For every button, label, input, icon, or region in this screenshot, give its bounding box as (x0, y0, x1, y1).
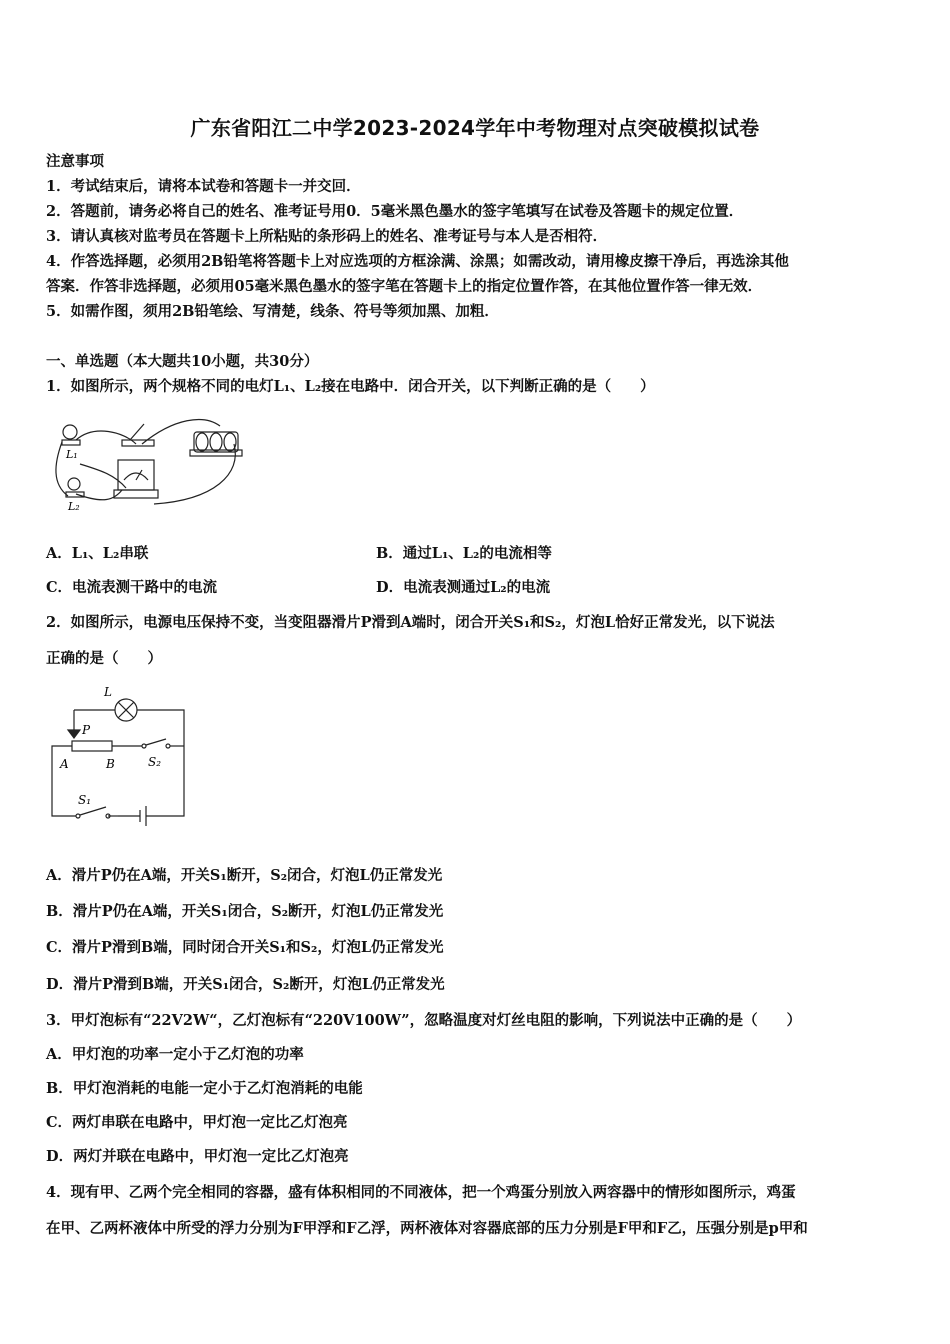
q2-option-d: D．滑片P滑到B端，开关S₁闭合，S₂断开，灯泡L仍正常发光 (46, 976, 445, 993)
q2-stem-line2: 正确的是（ ） (46, 650, 162, 667)
q2-label-s2: S₂ (148, 755, 162, 769)
notice-item-3: 3．请认真核对监考员在答题卡上所粘贴的条形码上的姓名、准考证号与本人是否相符． (46, 228, 608, 245)
q2-option-c: C．滑片P滑到B端，同时闭合开关S₁和S₂，灯泡L仍正常发光 (46, 939, 444, 956)
q2-circuit-figure (46, 682, 196, 832)
q4-stem-line2: 在甲、乙两杯液体中所受的浮力分别为F甲浮和F乙浮，两杯液体对容器底部的压力分别是F甲和F乙，压强分别是p甲和 (46, 1220, 808, 1237)
q4-stem-line1: 4．现有甲、乙两个完全相同的容器，盛有体积相同的不同液体，把一个鸡蛋分别放入两容器中的情形如图所示，鸡蛋 (46, 1184, 796, 1201)
q3-option-c: C．两灯串联在电路中，甲灯泡一定比乙灯泡亮 (46, 1114, 348, 1131)
q1-option-a: A．L₁、L₂串联 (46, 545, 149, 562)
notice-item-4-cont: 答案．作答非选择题，必须用05毫米黑色墨水的签字笔在答题卡上的指定位置作答，在其他位置作答一律无效． (46, 278, 763, 295)
notice-item-5: 5．如需作图，须用2B铅笔绘、写清楚，线条、符号等须加黑、加粗． (46, 303, 499, 320)
notice-item-4: 4．作答选择题，必须用2B铅笔将答题卡上对应选项的方框涂满、涂黑；如需改动，请用橡皮擦干净后，再选涂其他 (46, 253, 789, 270)
q2-option-b: B．滑片P仍在A端，开关S₁闭合，S₂断开，灯泡L仍正常发光 (46, 903, 444, 920)
notice-heading: 注意事项 (46, 153, 104, 170)
q3-option-b: B．甲灯泡消耗的电能一定小于乙灯泡消耗的电能 (46, 1080, 363, 1097)
q1-label-l2: L₂ (68, 500, 80, 513)
section-heading: 一、单选题（本大题共10小题，共30分） (46, 353, 319, 370)
q2-option-a: A．滑片P仍在A端，开关S₁断开，S₂闭合，灯泡L仍正常发光 (46, 867, 443, 884)
q2-label-s1: S₁ (78, 793, 92, 807)
q3-option-d: D．两灯并联在电路中，甲灯泡一定比乙灯泡亮 (46, 1148, 349, 1165)
q2-label-a: A (60, 757, 69, 771)
notice-item-2: 2．答题前，请务必将自己的姓名、准考证号用0．5毫米黑色墨水的签字笔填写在试卷及答题卡的规定位置． (46, 203, 744, 220)
q2-label-p: P (82, 723, 91, 737)
q1-stem: 1．如图所示，两个规格不同的电灯L₁、L₂接在电路中．闭合开关，以下判断正确的是（ ） (46, 378, 655, 395)
q1-label-l1: L₁ (66, 448, 78, 461)
q1-option-b: B．通过L₁、L₂的电流相等 (376, 545, 552, 562)
q1-option-d: D．电流表测通过L₂的电流 (376, 579, 551, 596)
q3-stem: 3．甲灯泡标有“22V2W“，乙灯泡标有“220V100W”，忽略温度对灯丝电阻的影响，下列说法中正确的是（ ） (46, 1012, 802, 1029)
exam-title: 广东省阳江二中学2023-2024学年中考物理对点突破模拟试卷 (190, 116, 760, 140)
q2-label-b: B (106, 757, 115, 771)
q3-option-a: A．甲灯泡的功率一定小于乙灯泡的功率 (46, 1046, 304, 1063)
q1-option-c: C．电流表测干路中的电流 (46, 579, 218, 596)
notice-item-1: 1．考试结束后，请将本试卷和答题卡一并交回． (46, 178, 361, 195)
q2-stem-line1: 2．如图所示，电源电压保持不变，当变阻器滑片P滑到A端时，闭合开关S₁和S₂，灯泡L恰好正常发光，以下说法 (46, 614, 775, 631)
q2-label-l: L (104, 685, 112, 699)
q1-circuit-figure (44, 404, 244, 516)
